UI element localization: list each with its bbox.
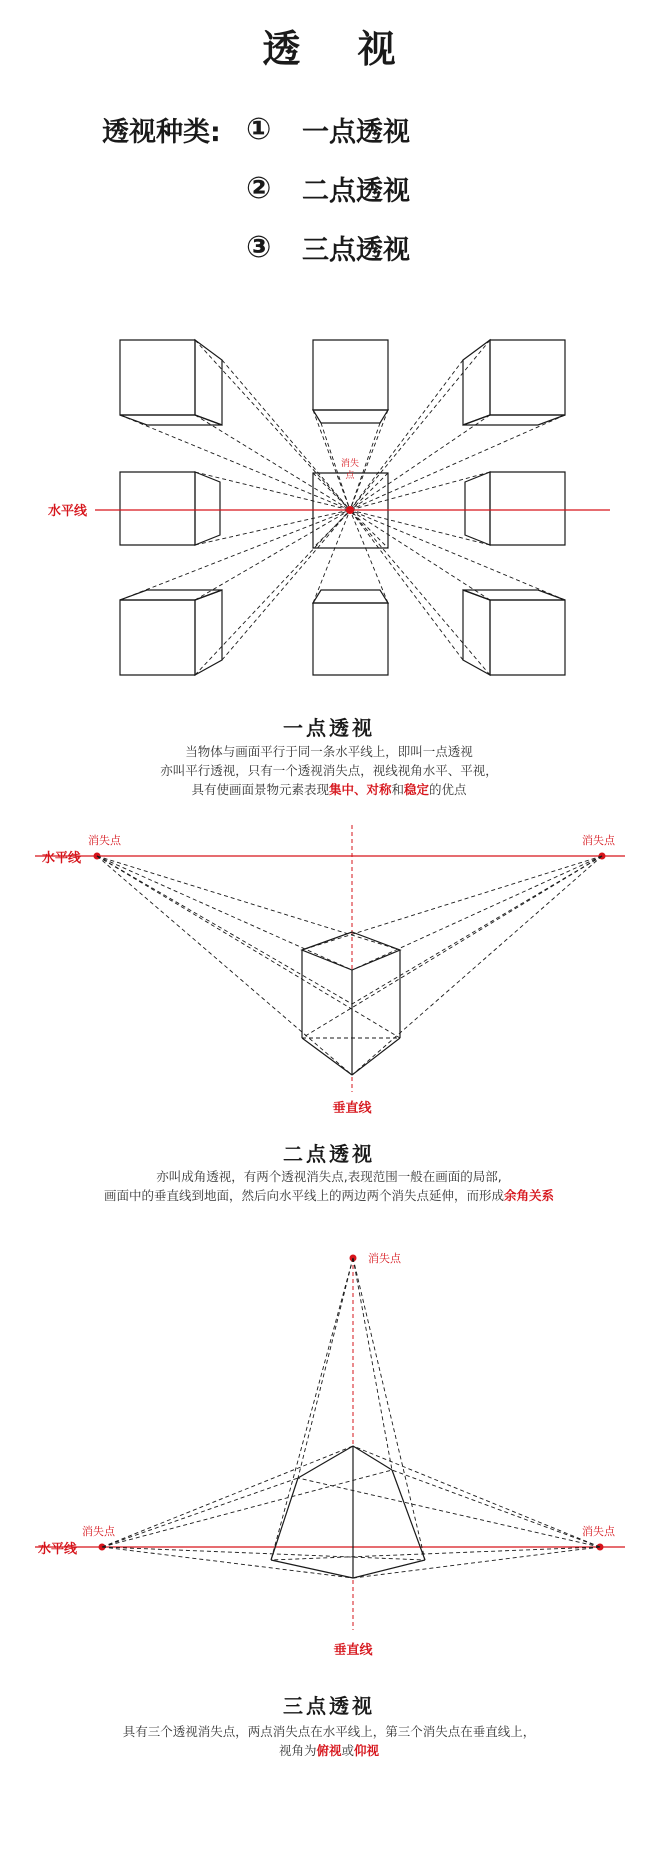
right-vanishing-point-label: 消失点: [582, 1525, 615, 1538]
desc-line: 亦叫平行透视，只有一个透视消失点，视线视角水平、平视，: [160, 763, 498, 778]
left-vanishing-point-label: 消失点: [88, 834, 121, 847]
desc-line: 具有使画面景物元素表现集中、对称和稳定的优点: [191, 782, 467, 797]
top-vanishing-point-label: 消失点: [368, 1252, 401, 1265]
type-item-one-point: [246, 110, 410, 149]
desc-line: 视角为俯视或仰视: [278, 1743, 380, 1758]
vertical-label: 垂直线: [332, 1101, 372, 1116]
vanishing-point-label: 消失: [340, 459, 360, 469]
desc-line: 亦叫成角透视，有两个透视消失点,表现范围一般在画面的局部,: [156, 1169, 502, 1184]
three-point-perspective-diagram: [0, 1230, 658, 1670]
three-point-title: 三点透视: [283, 1694, 375, 1718]
type-item-two-point: [246, 169, 410, 208]
one-point-description: [0, 742, 658, 799]
desc-line: 当物体与画面平行于同一条水平线上，即叫一点透视: [185, 744, 473, 759]
horizon-label: 水平线: [38, 1542, 78, 1557]
vanishing-point-label: 点: [345, 471, 355, 481]
one-point-perspective-diagram: [0, 320, 658, 700]
number-1-icon: ①: [246, 112, 272, 147]
desc-line: 具有三个透视消失点，两点消失点在水平线上，第三个消失点在垂直线上，: [122, 1724, 536, 1739]
vertical-label: 垂直线: [333, 1643, 373, 1658]
vanishing-point-dot: [346, 506, 354, 514]
type-item-label: 一点透视: [302, 117, 410, 148]
type-item-label: 三点透视: [302, 235, 410, 266]
number-3-icon: ③: [246, 230, 272, 265]
one-point-title: 一点透视: [283, 716, 375, 740]
left-vanishing-point-label: 消失点: [82, 1525, 115, 1538]
two-point-description: [0, 1167, 658, 1205]
perspective-types-label: 透视种类:: [102, 117, 221, 148]
two-point-title: 二点透视: [283, 1142, 375, 1166]
three-point-description: [0, 1722, 658, 1760]
number-2-icon: ②: [246, 171, 272, 206]
right-vanishing-point-label: 消失点: [582, 834, 615, 847]
page-title: 透 视: [262, 27, 418, 71]
two-point-perspective-diagram: [0, 820, 658, 1120]
horizon-label: 水平线: [42, 851, 82, 866]
horizon-label: 水平线: [48, 504, 88, 519]
type-item-label: 二点透视: [302, 176, 410, 207]
type-item-three-point: [246, 228, 410, 267]
desc-line: 画面中的垂直线到地面，然后向水平线上的两边两个消失点延伸，而形成余角关系: [103, 1188, 555, 1203]
